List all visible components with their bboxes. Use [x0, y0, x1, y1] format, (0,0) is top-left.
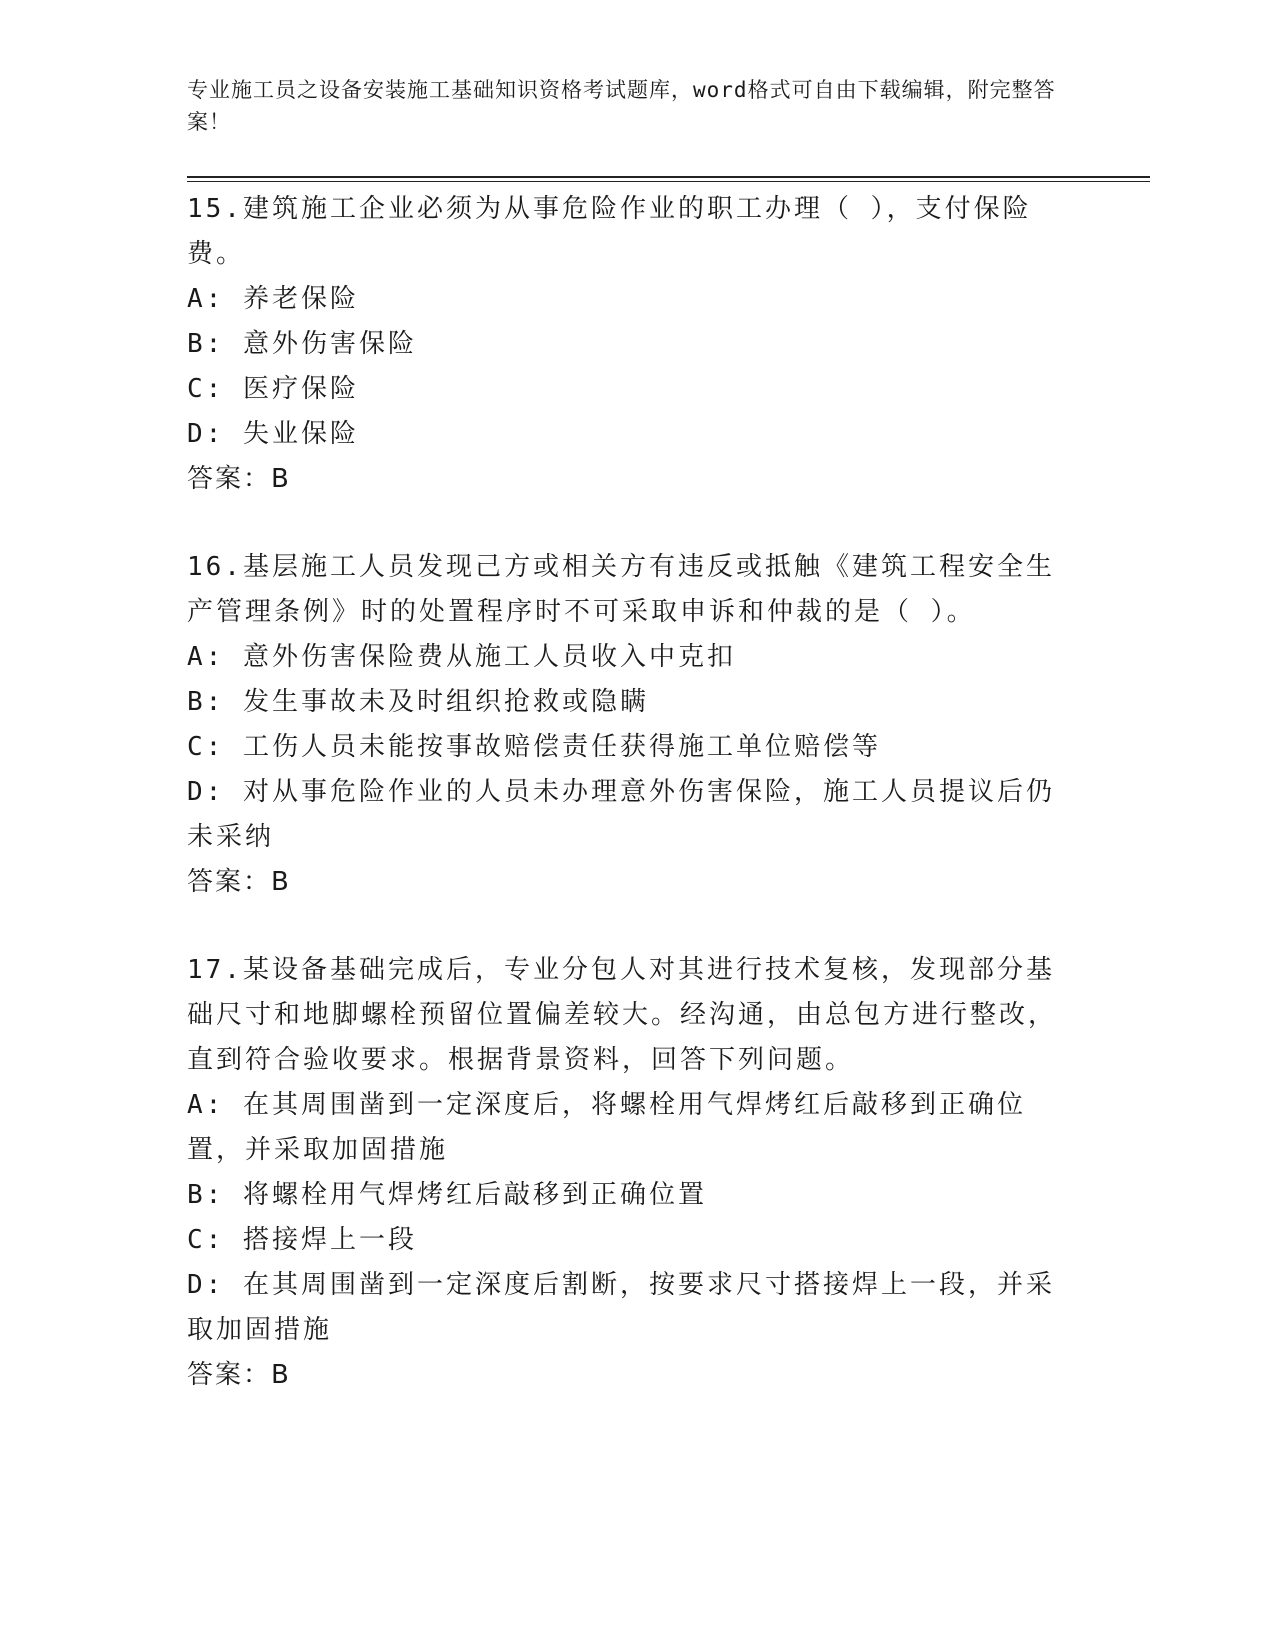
option-d: D: 在其周围凿到一定深度后割断，按要求尺寸搭接焊上一段，并采取加固措施	[187, 1270, 1055, 1345]
answer-line: 答案：B	[187, 1360, 291, 1390]
answer-line: 答案：B	[187, 464, 291, 494]
question-17	[187, 948, 1067, 1398]
option-c: C: 搭接焊上一段	[187, 1225, 417, 1255]
question-stem: 17.某设备基础完成后，专业分包人对其进行技术复核，发现部分基础尺寸和地脚螺栓预留位置偏差较大。经沟通，由总包方进行整改，直到符合验收要求。根据背景资料，回答下列问题。	[187, 955, 1058, 1075]
header-divider-thin	[187, 181, 1150, 182]
document-header: 专业施工员之设备安装施工基础知识资格考试题库，word格式可自由下载编辑，附完整答案！	[187, 78, 1056, 134]
option-b: B: 发生事故未及时组织抢救或隐瞒	[187, 687, 649, 717]
answer-line: 答案：B	[187, 867, 291, 897]
option-d: D: 对从事危险作业的人员未办理意外伤害保险，施工人员提议后仍未采纳	[187, 777, 1055, 852]
option-a: A: 在其周围凿到一定深度后，将螺栓用气焊烤红后敲移到正确位置，并采取加固措施	[187, 1090, 1026, 1165]
option-b: B: 意外伤害保险	[187, 329, 417, 359]
option-a: A: 养老保险	[187, 284, 359, 314]
question-15	[187, 187, 1067, 502]
question-16	[187, 545, 1067, 905]
option-b: B: 将螺栓用气焊烤红后敲移到正确位置	[187, 1180, 707, 1210]
option-d: D: 失业保险	[187, 419, 359, 449]
header-divider-thick	[187, 176, 1150, 178]
question-list	[187, 187, 1067, 1441]
question-stem: 16.基层施工人员发现己方或相关方有违反或抵触《建筑工程安全生产管理条例》时的处置程序时不可采取申诉和仲裁的是（ ）。	[187, 552, 1055, 627]
option-a: A: 意外伤害保险费从施工人员收入中克扣	[187, 642, 736, 672]
option-c: C: 工伤人员未能按事故赔偿责任获得施工单位赔偿等	[187, 732, 881, 762]
option-c: C: 医疗保险	[187, 374, 359, 404]
question-stem: 15.建筑施工企业必须为从事危险作业的职工办理（ ），支付保险费。	[187, 194, 1032, 269]
